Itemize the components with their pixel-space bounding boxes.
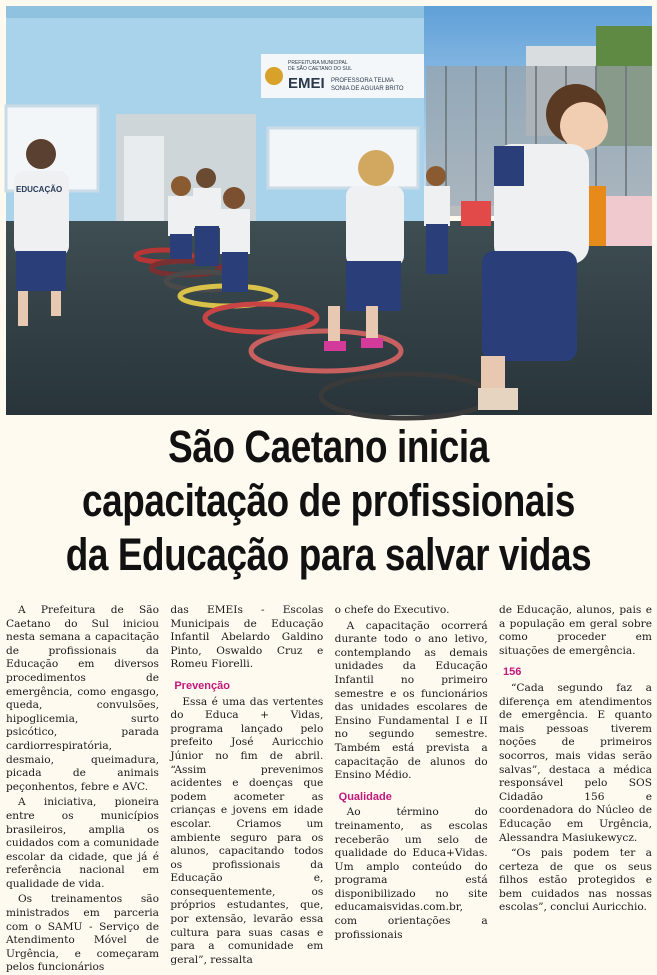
paragraph: Essa é uma das vertentes do Educa + Vidas, programa lançado pelo prefeito José Auricchio Júnior no fim de abril. “Assim prevenimos acidentes e doenças que podem acometer as crianças e jovens em idade escolar. Criamos um ambiente seguro para os alunos, capacitando todos os profissionais da Educação e, consequentemente, os próprios estudantes, que, por extensão, levarão essa cultura para suas casas e para a comunidade em geral”, ressalta <box>170 695 324 966</box>
sign-line-2: DE SÃO CAETANO DO SUL <box>288 66 353 72</box>
column-1 <box>6 604 159 974</box>
paragraph: “Cada segundo faz a diferença em atendimentos de emergência. E quanto mais pessoas tiverem noções de primeiros socorros, mais vidas serão salvas”, destaca a médica responsável pelo SOS Cidadão 156 e coordenadora do Núcleo de Educação em Urgência, Alessandra Masiukewycz. <box>498 681 652 844</box>
headline <box>59 420 598 598</box>
headline-line-1: São Caetano inicia <box>168 421 489 472</box>
column-3 <box>335 604 488 944</box>
sign-line-4: PROFESSORA TELMA <box>331 78 394 84</box>
paragraph: Ao término do treinamento, as escolas receberão um selo de qualidade do Educa+Vidas. Um amplo conteúdo do programa está disponibilizado no site educamaisvidas.com.br, com orientações a profissionais <box>334 806 488 941</box>
article-photo <box>6 6 652 415</box>
column-4 <box>499 604 652 944</box>
subheading-156: 156 <box>502 666 522 679</box>
paragraph: Os treinamentos são ministrados em parceria com o SAMU - Serviço de Atendimento Móvel de Urgência, e começaram pelos funcionários <box>6 893 159 974</box>
paragraph: A iniciativa, pioneira entre os municípios brasileiros, amplia os cuidados com a comunidade escolar da cidade, que já é referência nacional em qualidade de vida. <box>6 796 159 890</box>
column-2 <box>170 604 324 966</box>
paragraph: o chefe do Executivo. <box>334 604 450 616</box>
shirt-text: EDUCAÇÃO <box>16 185 63 194</box>
sign-line-3: EMEI <box>288 75 325 92</box>
city-crest-icon <box>265 67 283 85</box>
headline-line-3: da Educação para salvar vidas <box>65 529 592 580</box>
headline-line-2: capacitação de profissionais <box>81 475 575 526</box>
paragraph: das EMEIs - Escolas Municipais de Educação Infantil Abelardo Galdino Pinto, Oswaldo Cruz e Romeu Fiorelli. <box>170 604 324 671</box>
article-body <box>6 604 652 974</box>
paragraph: de Educação, alunos, pais e a população em geral sobre como proceder em situações de emergência. <box>498 604 652 657</box>
paragraph: A capacitação ocorrerá durante todo o ano letivo, contemplando as demais unidades da Educação Infantil no primeiro semestre e os funcionários das unidades escolares de Ensino Fundamental I e II no segundo semestre. Também está prevista a capacitação de alunos do Ensino Médio. <box>334 619 488 782</box>
subheading-prevencao: Prevenção <box>174 679 230 692</box>
window-right <box>268 128 418 188</box>
sign-line-1: PREFEITURA MUNICIPAL <box>288 60 348 66</box>
paragraph: “Os pais podem ter a certeza de que os seus filhos estão protegidos e bem cuidados nas nossas escolas”, conclui Auricchio. <box>498 847 652 914</box>
paragraph: A Prefeitura de São Caetano do Sul iniciou nesta semana a capacitação de profissionais da Educação em diversos procedimentos de emergência, como engasgo, queda, convulsões, hipoglicemia, surto psicótico, parada cardiorrespiratória, desmaio, queimadura, picada de animais peçonhentos, febre e AVC. <box>6 604 159 793</box>
subheading-qualidade: Qualidade <box>338 790 392 803</box>
sign-line-5: SONIA DE AGUIAR BRITO <box>331 86 404 92</box>
